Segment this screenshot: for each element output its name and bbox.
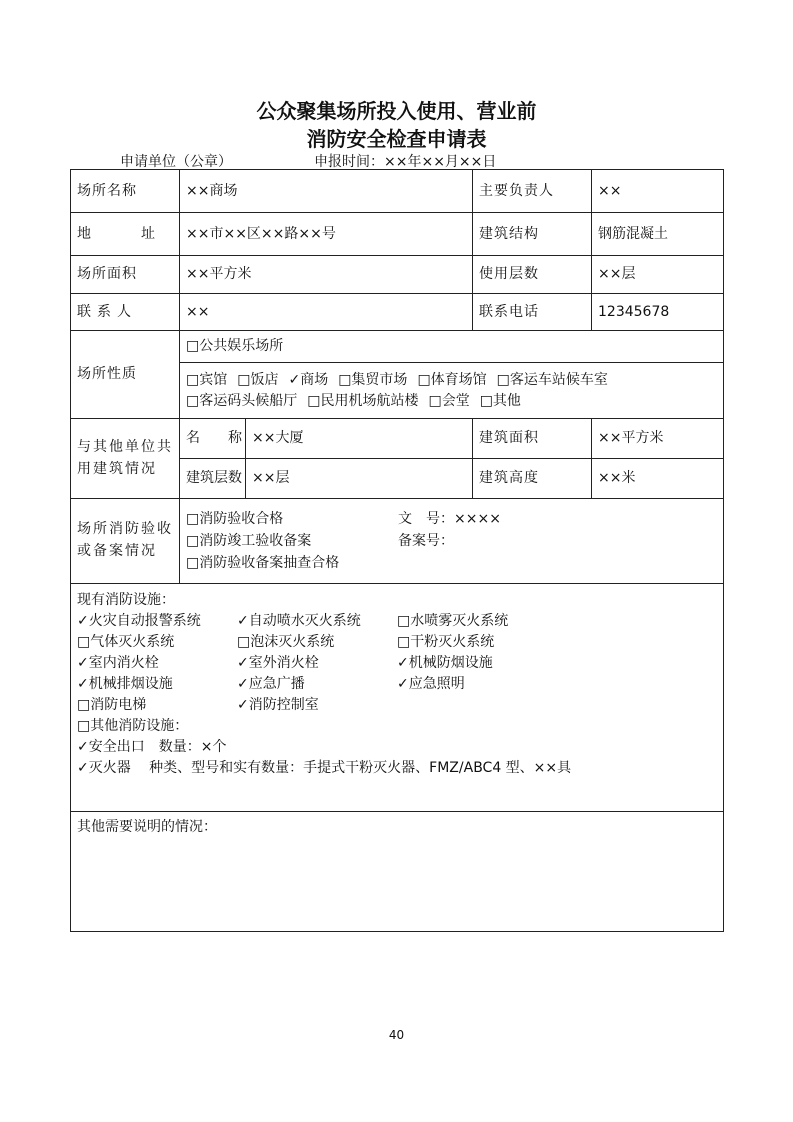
row-address: [71, 213, 724, 256]
checkbox-outdoor-hydrant[interactable]: ✓室外消火栓: [237, 655, 319, 671]
checkbox-other-facilities[interactable]: □其他消防设施：: [77, 718, 189, 734]
shared-area-label: 建筑面积: [473, 419, 592, 459]
nature-public-entertainment: [180, 331, 724, 363]
page-number: 40: [388, 1028, 405, 1042]
leader-value: ××: [592, 170, 724, 213]
checkbox-smoke-prevention[interactable]: ✓机械防烟设施: [397, 655, 493, 671]
checkbox-restaurant[interactable]: □饭店: [237, 371, 279, 388]
checkbox-spot-check-passed[interactable]: □消防验收备案抽查合格: [186, 554, 340, 571]
application-date: 申报时间：××年××月××日: [314, 154, 497, 170]
place-name-label: 场所名称: [71, 170, 180, 213]
area-value: ××平方米: [180, 256, 473, 294]
checkbox-hotel[interactable]: □宾馆: [186, 371, 228, 388]
checkbox-public-entertainment[interactable]: □公共娱乐场所: [186, 338, 284, 355]
form-title-line2: 消防安全检查申请表: [306, 127, 487, 151]
form-title-line1: 公众聚集场所投入使用、营业前: [256, 99, 537, 123]
checkbox-other[interactable]: □其他: [479, 392, 521, 409]
checkbox-hall[interactable]: □会堂: [428, 392, 470, 409]
checkbox-sprinkler[interactable]: ✓自动喷水灭火系统: [237, 613, 361, 629]
checkbox-fire-acceptance[interactable]: □消防验收合格: [186, 510, 284, 527]
contact-label: 联系人: [71, 294, 180, 331]
applicant-unit-label: 申请单位（公章）: [120, 154, 232, 170]
checkbox-airport-terminal[interactable]: □民用机场航站楼: [307, 392, 419, 409]
shared-name-value: ××大厦: [246, 419, 473, 459]
row-notes: [71, 812, 724, 932]
leader-label: 主要负责人: [473, 170, 592, 213]
shared-floors-value: ××层: [246, 459, 473, 499]
floors-label: 使用层数: [473, 256, 592, 294]
address-label: 地 址: [71, 213, 180, 256]
checkbox-ferry-terminal[interactable]: □客运码头候船厅: [186, 392, 298, 409]
structure-label: 建筑结构: [473, 213, 592, 256]
checkbox-bus-station[interactable]: □客运车站候车室: [496, 371, 608, 388]
checkbox-emergency-lighting[interactable]: ✓应急照明: [397, 676, 465, 692]
facilities-row-5: [77, 695, 717, 716]
contact-value: ××: [180, 294, 473, 331]
checkbox-dry-powder[interactable]: □干粉灭火系统: [397, 634, 495, 650]
nature-types-cell: [180, 363, 724, 419]
nature-types-line-2: [186, 391, 717, 412]
place-name-value: ××商场: [180, 170, 473, 213]
checkbox-fire-alarm[interactable]: ✓火灾自动报警系统: [77, 613, 201, 629]
row-facilities: [71, 584, 724, 812]
row-acceptance: [71, 499, 724, 584]
acceptance-cell: [180, 499, 724, 584]
facilities-row-1: [77, 611, 717, 632]
checkbox-fire-control-room[interactable]: ✓消防控制室: [237, 697, 319, 713]
checkbox-safety-exit[interactable]: ✓安全出口 数量：×个: [77, 739, 227, 755]
checkbox-stadium[interactable]: □体育场馆: [417, 371, 487, 388]
facilities-row-2: [77, 632, 717, 653]
application-form-table: [70, 169, 724, 932]
shared-building-label: 与其他单位共用建筑情况: [71, 419, 180, 499]
checkbox-water-mist[interactable]: □水喷雾灭火系统: [397, 613, 509, 629]
shared-name-label: 名 称: [180, 419, 246, 459]
area-label: 场所面积: [71, 256, 180, 294]
checkbox-mall[interactable]: ✓商场: [288, 371, 329, 388]
floors-value: ××层: [592, 256, 724, 294]
shared-height-value: ××米: [592, 459, 724, 499]
checkbox-emergency-broadcast[interactable]: ✓应急广播: [237, 676, 305, 692]
row-nature-public: [71, 331, 724, 363]
facilities-row-4: [77, 674, 717, 695]
checkbox-foam-extinguishing[interactable]: □泡沫灭火系统: [237, 634, 335, 650]
structure-value: 钢筋混凝土: [592, 213, 724, 256]
shared-height-label: 建筑高度: [473, 459, 592, 499]
acceptance-label: 场所消防验收或备案情况: [71, 499, 180, 584]
row-contact: [71, 294, 724, 331]
checkbox-gas-extinguishing[interactable]: □气体灭火系统: [77, 634, 175, 650]
checkbox-fire-elevator[interactable]: □消防电梯: [77, 697, 147, 713]
nature-types-line-1: [186, 370, 717, 391]
facilities-cell: [71, 584, 724, 812]
document-number: 文 号：××××: [398, 510, 501, 527]
notes-cell[interactable]: [71, 812, 724, 932]
facilities-row-3: [77, 653, 717, 674]
checkbox-extinguisher[interactable]: ✓灭火器 种类、型号和实有数量：手提式干粉灭火器、FMZ/ABC4 型、××具: [77, 760, 572, 776]
shared-floors-label: 建筑层数: [180, 459, 246, 499]
row-place-name: [71, 170, 724, 213]
address-value: ××市××区××路××号: [180, 213, 473, 256]
checkbox-smoke-exhaust[interactable]: ✓机械排烟设施: [77, 676, 173, 692]
checkbox-market[interactable]: □集贸市场: [338, 371, 408, 388]
record-number: 备案号：: [398, 532, 454, 549]
checkbox-completion-record[interactable]: □消防竣工验收备案: [186, 532, 312, 549]
notes-label: 其他需要说明的情况：: [77, 819, 217, 835]
shared-area-value: ××平方米: [592, 419, 724, 459]
nature-label: 场所性质: [71, 331, 180, 419]
facilities-heading: 现有消防设施：: [77, 592, 175, 608]
phone-value: 12345678: [592, 294, 724, 331]
row-shared-name: [71, 419, 724, 459]
acceptance-inner: [186, 508, 717, 574]
phone-label: 联系电话: [473, 294, 592, 331]
row-area: [71, 256, 724, 294]
checkbox-indoor-hydrant[interactable]: ✓室内消火栓: [77, 655, 159, 671]
